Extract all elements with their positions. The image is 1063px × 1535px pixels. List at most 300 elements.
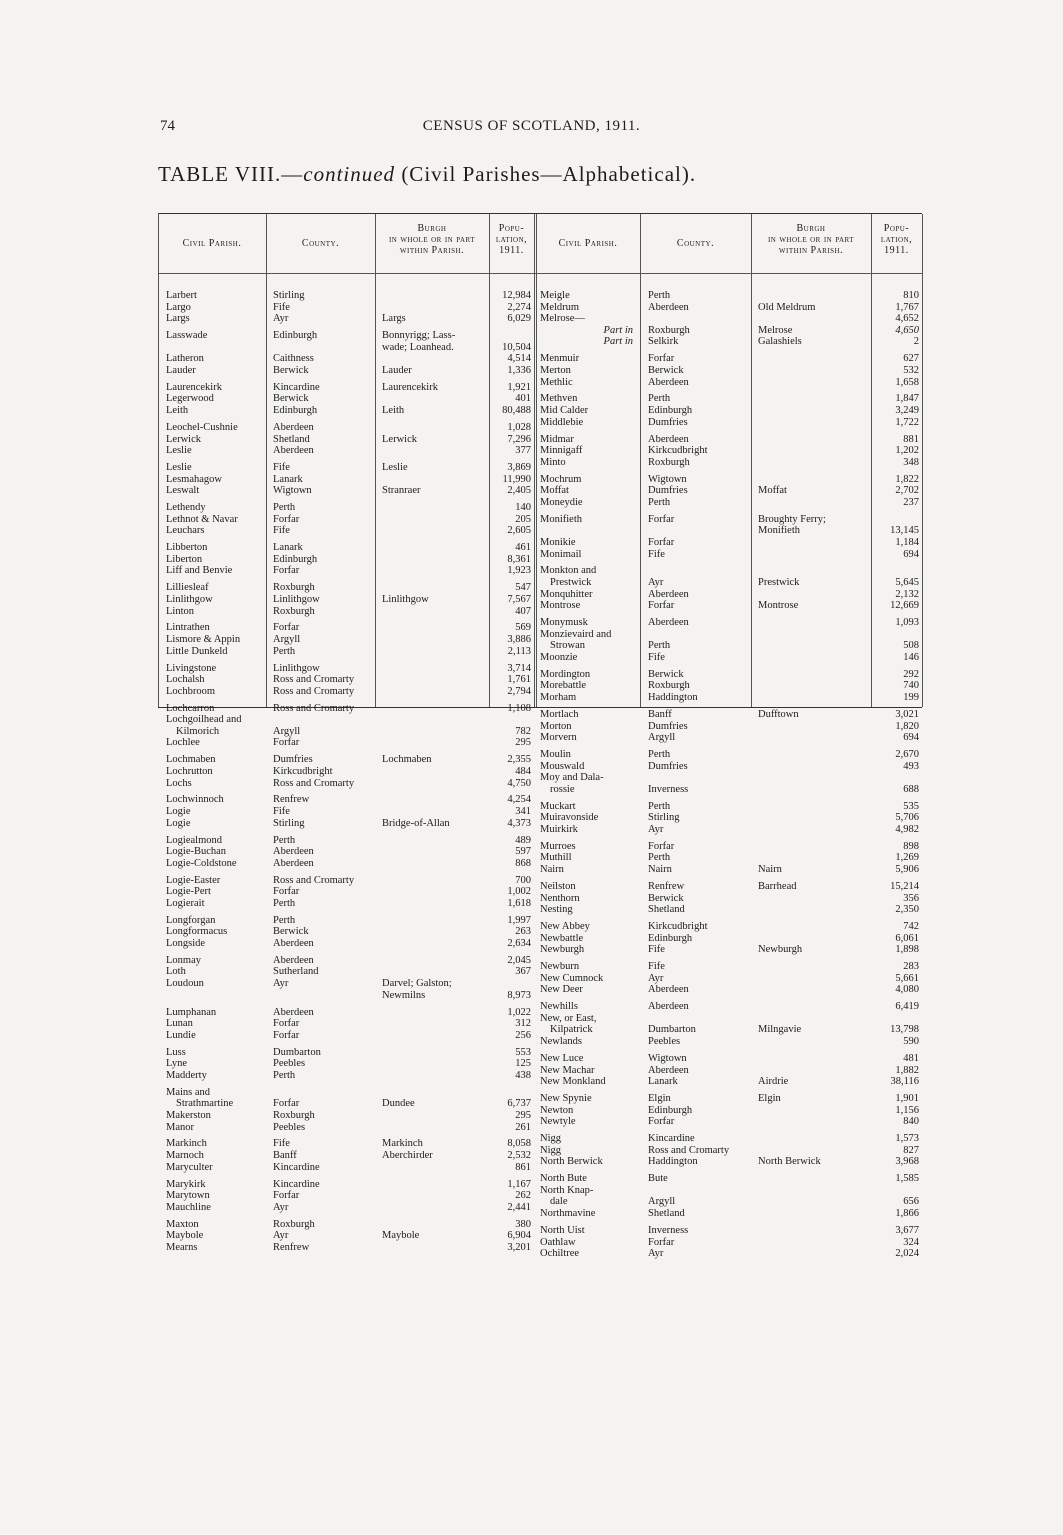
header-pop-line2: lation, [880,234,913,245]
county-name: Forfar [273,886,300,898]
parish-name: Mid Calder [540,405,589,416]
county-name: Ayr [273,1230,289,1242]
population-value: 827 [903,1144,919,1156]
county-name: Nairn [648,864,672,875]
county-name: Aberdeen [648,984,689,996]
header-pop-line1: Popu- [498,223,525,234]
county-name: Perth [273,1069,296,1081]
county-name: Caithness [273,353,314,365]
parish-name: Kilmorich [176,725,220,737]
parish-name: Melrose— [540,313,585,325]
population-value: 377 [515,445,531,457]
parish-name: Lintrathen [166,622,210,634]
parish-name: Monikie [540,536,576,548]
county-name: Kirkcudbright [273,765,333,777]
county-name: Fife [648,548,665,560]
parish-name: Monzievaird and [540,628,612,640]
population-value: 7,296 [507,433,531,445]
parish-name: Liff and Benvie [166,565,233,577]
county-name: Kirkcudbright [648,445,708,457]
parish-name: Leswalt [166,485,200,497]
parish-name: Longside [166,937,206,949]
header-civil-parish: Civil Parish. [182,238,242,249]
population-value: 401 [515,393,531,405]
county-name: Ayr [648,577,664,588]
population-value: 3,869 [507,462,531,473]
parish-name: Menmuir [540,353,580,365]
county-name: Dumfries [648,720,688,732]
county-name: Edinburgh [648,1104,693,1116]
population-value: 292 [903,668,919,680]
population-value: 2,405 [507,485,531,497]
parish-name: Morham [540,692,577,703]
population-value: 13,145 [890,525,919,537]
population-value: 1,618 [507,897,531,909]
county-name: Bute [648,1173,668,1185]
county-name: Forfar [648,1236,675,1248]
population-value: 4,254 [507,794,531,806]
population-value: 11,990 [502,473,531,485]
parish-name: Lonmay [166,954,201,966]
parish-name: New, or East, [540,1012,597,1024]
population-value: 2,532 [507,1150,531,1161]
burgh-name: Laurencekirk [382,381,438,393]
parish-name: Makerston [166,1109,211,1121]
population-value: 2,045 [507,954,531,966]
population-value: 694 [903,548,919,560]
county-name: Edinburgh [273,405,318,416]
county-name: Forfar [273,1190,300,1202]
county-name: Aberdeen [273,857,314,869]
parish-name: Kilpatrick [550,1024,593,1036]
page-number: 74 [160,118,175,134]
parish-name: Manor [166,1121,194,1133]
population-value: 881 [903,433,919,445]
header-pop-line3: 1911. [499,245,524,256]
parish-name: Morton [540,720,572,732]
burgh-name: Moffat [758,485,787,497]
county-name: Forfar [273,737,300,749]
population-value: 6,904 [507,1230,531,1242]
parish-name: Mains and [166,1086,211,1098]
population-value: 140 [515,502,531,514]
header-county: County. [301,238,340,249]
population-value: 2,670 [895,749,919,760]
population-value: 4,080 [895,984,919,996]
population-value: 1,156 [895,1104,919,1116]
parish-name: Luss [166,1046,186,1058]
county-name: Ayr [273,978,289,989]
county-name: Aberdeen [648,1064,689,1076]
population-value: 5,906 [895,864,919,875]
parish-name: Leuchars [166,525,205,537]
parish-name: Lilliesleaf [166,582,209,594]
burgh-name: Milngavie [758,1024,802,1036]
county-name: Perth [648,496,671,508]
parish-name: Nigg [540,1133,561,1145]
population-value: 532 [903,364,919,376]
population-value: 380 [515,1218,531,1230]
county-name: Argyll [273,634,301,645]
parish-name: Monkton and [540,565,597,577]
county-name: Berwick [273,926,309,938]
county-name: Wigtown [273,485,312,497]
county-name: Ayr [273,1201,289,1213]
county-name: Perth [648,640,671,652]
parish-name: Moffat [540,485,569,497]
county-name: Perth [273,914,296,926]
population-value: 5,645 [895,577,919,588]
population-value: 12,669 [890,600,919,612]
county-name: Forfar [648,600,675,612]
population-value: 1,022 [507,1006,531,1018]
parish-name: Strathmartine [176,1098,234,1110]
population-value: 6,419 [895,1001,919,1013]
parish-name: Logie-Buchan [166,846,227,858]
burgh-name: Largs [382,313,406,325]
population-value: 8,361 [507,553,531,565]
county-name: Perth [648,749,671,760]
population-value: 1,882 [895,1064,919,1076]
population-value: 1,847 [895,393,919,405]
population-value: 2,350 [895,904,919,916]
population-value: 3,677 [895,1224,919,1236]
parish-name: dale [550,1196,568,1208]
county-name: Roxburgh [648,680,690,692]
parish-name: Morebattle [540,680,587,692]
burgh-name: Barrhead [758,880,797,892]
parish-name: Markinch [166,1138,207,1150]
county-name: Banff [648,708,672,720]
parish-name: Methlic [540,376,573,388]
population-value: 2,605 [507,525,531,537]
population-value: 2,024 [895,1248,919,1260]
population-value: 569 [515,622,531,634]
population-value: 535 [903,800,919,812]
population-value: 742 [903,921,919,932]
header-county-2: County. [676,238,715,249]
population-value: 146 [903,651,919,663]
population-value: 481 [903,1052,919,1064]
population-value: 2,794 [507,685,531,697]
parish-name: Lochwinnoch [166,794,224,806]
header-burgh-line2: in whole or in part [388,234,476,245]
parish-name: Lismore & Appin [166,634,241,645]
parish-name: Lumphanan [166,1006,217,1018]
county-name: Aberdeen [273,846,314,858]
parish-name: North Uist [540,1224,585,1236]
population-value: 782 [515,725,531,737]
header-burgh-line2: in whole or in part [767,234,855,245]
parish-name: Maybole [166,1230,204,1242]
population-value: 125 [515,1058,531,1070]
county-name: Stirling [273,817,305,829]
population-value: 3,249 [895,405,919,416]
burgh-name: Monifieth [758,525,800,537]
county-name: Lanark [273,542,303,554]
county-name: Dumfries [648,416,688,428]
county-name: Dumbarton [273,1046,321,1058]
parish-name: Middlebie [540,416,584,428]
parish-name: Libberton [166,542,208,554]
population-value: 1,898 [895,944,919,956]
parish-name: Mortlach [540,708,579,720]
county-name: Forfar [648,513,675,525]
parish-name: Largo [166,301,191,313]
parish-name: Monimail [540,548,582,560]
county-name: Elgin [648,1093,671,1104]
parish-name: Northmavine [540,1208,596,1219]
parish-name: Lochcarron [166,702,215,714]
header-pop-line3: 1911. [884,245,909,256]
parish-name: Nairn [540,864,564,875]
population-value: 15,214 [890,880,919,892]
parish-name: Lunan [166,1018,193,1030]
county-name: Aberdeen [273,445,314,457]
county-name: Haddington [648,692,698,703]
county-name: Fife [273,462,290,473]
parish-name: Legerwood [166,393,214,405]
population-value: 547 [515,582,531,594]
parish-name: Newtyle [540,1116,576,1128]
county-name: Ross and Cromarty [648,1144,730,1156]
header-population [489,214,534,273]
population-value: 12,984 [502,290,531,301]
county-name: Ayr [648,823,664,835]
parish-name: North Berwick [540,1156,603,1168]
county-name: Ross and Cromarty [273,874,355,886]
header-pop-line2: lation, [495,234,528,245]
population-value: 4,514 [507,353,531,365]
population-value: 700 [515,874,531,886]
population-value: 2,634 [507,937,531,949]
county-name: Roxburgh [273,605,315,617]
population-value: 324 [903,1236,919,1248]
county-name: Roxburgh [648,324,690,336]
header-burgh-line3: within Parish. [399,245,465,256]
population-value: 493 [903,760,919,772]
county-name: Renfrew [273,794,310,806]
parish-name: Liberton [166,553,203,565]
parish-name: Mearns [166,1241,198,1253]
parish-name: New Monkland [540,1076,606,1088]
population-value: 810 [903,290,919,301]
header-burgh-line1: Burgh [796,223,826,234]
parish-name: Methven [540,393,578,405]
county-name: Shetland [648,1208,685,1219]
county-name: Aberdeen [273,954,314,966]
population-value: 1,585 [895,1173,919,1185]
population-value: 3,714 [507,662,531,674]
burgh-name: Bonnyrigg; Lass- [382,330,456,342]
county-name: Aberdeen [648,1001,689,1013]
parish-name: Moonzie [540,651,578,663]
county-name: Aberdeen [273,937,314,949]
population-value: 1,822 [895,473,919,485]
header-burgh-line1: Burgh [417,223,447,234]
parish-name: Oathlaw [540,1236,576,1248]
population-value: 590 [903,1036,919,1047]
parish-name: North Bute [540,1173,587,1185]
parish-name: Lasswade [166,330,208,342]
county-name: Dumfries [273,754,313,766]
parish-name: Lundie [166,1029,196,1041]
parish-name: Largs [166,313,190,325]
population-value: 627 [903,353,919,365]
burgh-name: Montrose [758,600,799,612]
parish-name: Longforgan [166,914,216,926]
population-value: 1,767 [895,301,919,313]
population-value: 8,973 [507,989,531,1001]
county-name: Perth [273,897,296,909]
county-name: Selkirk [648,336,679,348]
parish-name: Longformacus [166,926,228,938]
county-name: Kincardine [273,381,320,393]
county-name: Roxburgh [273,582,315,594]
parish-name: Merton [540,364,571,376]
population-value: 438 [515,1069,531,1081]
county-name: Ross and Cromarty [273,702,355,714]
county-name: Perth [648,290,671,301]
parish-name: Lochmaben [166,754,216,766]
population-value: 1,028 [507,421,531,433]
population-value: 10,504 [502,341,531,353]
county-name: Ayr [648,1248,664,1260]
census-table [158,213,922,1260]
county-name: Forfar [273,1098,300,1110]
parish-name: Montrose [540,600,581,612]
parish-name: Laurencekirk [166,381,222,393]
county-name: Perth [273,834,296,846]
population-value: 407 [515,605,531,617]
burgh-name: Newburgh [758,944,803,956]
parish-name: Marnoch [166,1150,204,1161]
population-value: 295 [515,1109,531,1121]
county-name: Dumfries [648,485,688,497]
population-value: 1,761 [507,674,531,686]
population-value: 199 [903,692,919,703]
county-name: Ayr [648,972,664,984]
county-name: Shetland [273,433,310,445]
county-name: Forfar [273,513,300,525]
burgh-name: Darvel; Galston; [382,978,452,989]
burgh-name: Leslie [382,462,408,473]
population-value: 283 [903,961,919,973]
population-value: 341 [515,806,531,817]
population-value: 80,488 [502,405,531,416]
county-name: Forfar [648,353,675,365]
population-value: 1,202 [895,445,919,457]
parish-name: Moy and Dala- [540,772,604,784]
county-name: Kincardine [273,1178,320,1190]
parish-name: Moneydie [540,496,583,508]
population-value: 4,982 [895,823,919,835]
county-name: Sutherland [273,966,319,978]
county-name: Edinburgh [648,405,693,416]
county-name: Roxburgh [273,1109,315,1121]
population-value: 261 [515,1121,531,1133]
parish-name: Leochel-Cushnie [166,421,238,433]
parish-name: New Cumnock [540,972,604,984]
population-value: 2,274 [507,301,531,313]
population-value: 205 [515,513,531,525]
population-value: 3,201 [507,1241,531,1253]
population-value: 489 [515,834,531,846]
parish-name: New Deer [540,984,583,996]
county-name: Kincardine [648,1133,695,1145]
population-value: 553 [515,1046,531,1058]
burgh-name: Aberchirder [382,1150,433,1161]
county-name: Fife [648,651,665,663]
parish-name: Muthill [540,852,572,864]
burgh-name: Elgin [758,1093,781,1104]
parish-name: Maryculter [166,1161,213,1173]
parish-name: Nigg [540,1144,561,1156]
county-name: Dumbarton [648,1024,696,1036]
county-name: Berwick [273,364,309,376]
parish-name: Lochbroom [166,685,215,697]
population-value: 5,706 [895,812,919,824]
county-name: Ayr [273,313,289,325]
county-name: Renfrew [648,880,685,892]
population-value: 1,108 [507,702,531,714]
parish-name: Livingstone [166,662,217,674]
parish-name: Leslie [166,462,192,473]
county-name: Stirling [273,290,305,301]
parish-name: Midmar [540,433,574,445]
parish-name: Muiravonside [540,812,599,824]
county-name: Berwick [648,364,684,376]
parish-name: Logie-Coldstone [166,857,237,869]
county-name: Argyll [648,1196,676,1208]
parish-name: Latheron [166,353,204,365]
parish-name: Minto [540,456,566,468]
burgh-name: Maybole [382,1230,420,1242]
population-value: 1,997 [507,914,531,926]
population-value: 1,921 [507,381,531,393]
parish-name: Meigle [540,290,570,301]
parish-name: Linton [166,605,194,617]
parish-name: Morvern [540,732,577,744]
parish-name: Strowan [550,640,585,652]
population-value: 3,021 [895,708,919,720]
population-value: 461 [515,542,531,554]
county-name: Berwick [273,393,309,405]
parish-name: Logie [166,817,191,829]
parish-name: Lauder [166,364,196,376]
population-value: 38,116 [890,1076,919,1088]
burgh-name: Markinch [382,1138,423,1150]
parish-name: Larbert [166,290,197,301]
burgh-name: Nairn [758,864,782,875]
population-value: 263 [515,926,531,938]
population-value: 3,968 [895,1156,919,1168]
county-name: Linlithgow [273,662,320,674]
parish-name: Newlands [540,1036,582,1047]
county-name: Aberdeen [648,617,689,629]
population-value: 1,184 [895,536,919,548]
parish-name: Nenthorn [540,892,580,904]
county-name: Berwick [648,668,684,680]
burgh-name: Broughty Ferry; [758,513,826,525]
population-value: 6,061 [895,932,919,944]
parish-name: Muckart [540,800,576,812]
header-population-2 [871,214,922,273]
population-value: 4,650 [895,324,919,336]
header-burgh [375,214,489,273]
county-name: Forfar [648,840,675,852]
parish-name: North Knap- [540,1184,594,1196]
